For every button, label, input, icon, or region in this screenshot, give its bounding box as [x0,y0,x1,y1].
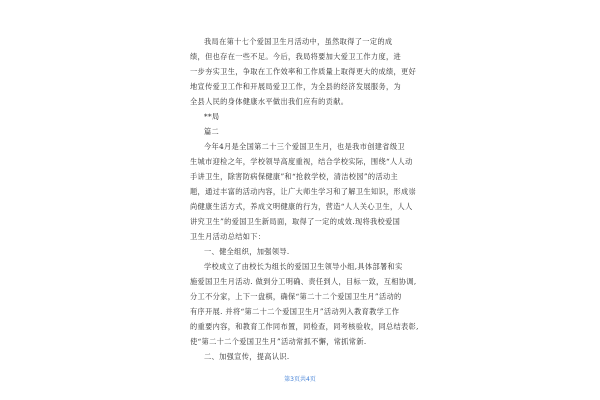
page-number-footer: 第3页共4页 [284,376,316,383]
subheading-line: 二、加强宣传，提高认识. [204,352,290,361]
paragraph-line: 讲究卫生”的爱国卫生新局面，取得了一定的成效.现将我校爱国 [190,217,401,226]
paragraph-line: 生城市迎检之年，学校领导高度重视，结合学校实际，围绕“人人动 [190,157,413,166]
paragraph-line: 一步夯实卫生，争取在工作效率和工作质量上取得更大的成绩，更好 [190,67,417,76]
paragraph-line: 全县人民的身体健康水平做出我们应有的贡献。 [190,97,349,106]
paragraph-line: 尚健康生活方式，养成文明健康的行为，营造“人人关心卫生，人人 [190,202,413,211]
section-heading: 篇二 [204,127,220,136]
subheading-line: 一、健全组织，加强领导. [204,247,290,256]
paragraph-line: 手讲卫生，除害防病保健康”和“抢救学校，清洁校园”的活动主 [190,172,399,181]
paragraph-line: 地宣传爱卫工作和开展局爱卫工作，为全县的经济发展服务，为 [190,82,402,91]
paragraph-line: 学校成立了由校长为组长的爱国卫生领导小组,具体部署和实 [204,262,403,271]
paragraph-line: 今年4月是全国第二十三个爱国卫生月，也是我市创建省级卫 [204,142,405,151]
paragraph-line: 施爱国卫生月活动. 做到分工明确、责任到人，目标一致，互相协调, [190,277,417,286]
paragraph-line: 分工不分家，上下一盘棋，确保“第二十二个爱国卫生月”活动的 [190,292,402,301]
paragraph-line: 有序开展. 并将“第二十二个爱国卫生月”活动列入教育教学工作 [190,307,400,316]
signature-line: **局 [204,112,220,121]
paragraph-line: 使“第二十二个爱国卫生月”活动常抓不懈，常抓常新. [190,337,367,346]
paragraph-line: 我局在第十七个爱国卫生月活动中，虽然取得了一定的成 [204,37,393,46]
paragraph-line: 卫生月活动总结如下： [190,232,266,241]
paragraph-line: 绩，但也存在一些不足。今后，我局将要加大爱卫工作力度，进 [190,52,402,61]
paragraph-line: 题，通过丰富的活动内容，让广大师生学习和了解卫生知识，形成崇 [190,187,417,196]
paragraph-line: 的重要内容，和教育工作同布置，同检查，同考核验收，同总结表彰, [190,322,419,331]
